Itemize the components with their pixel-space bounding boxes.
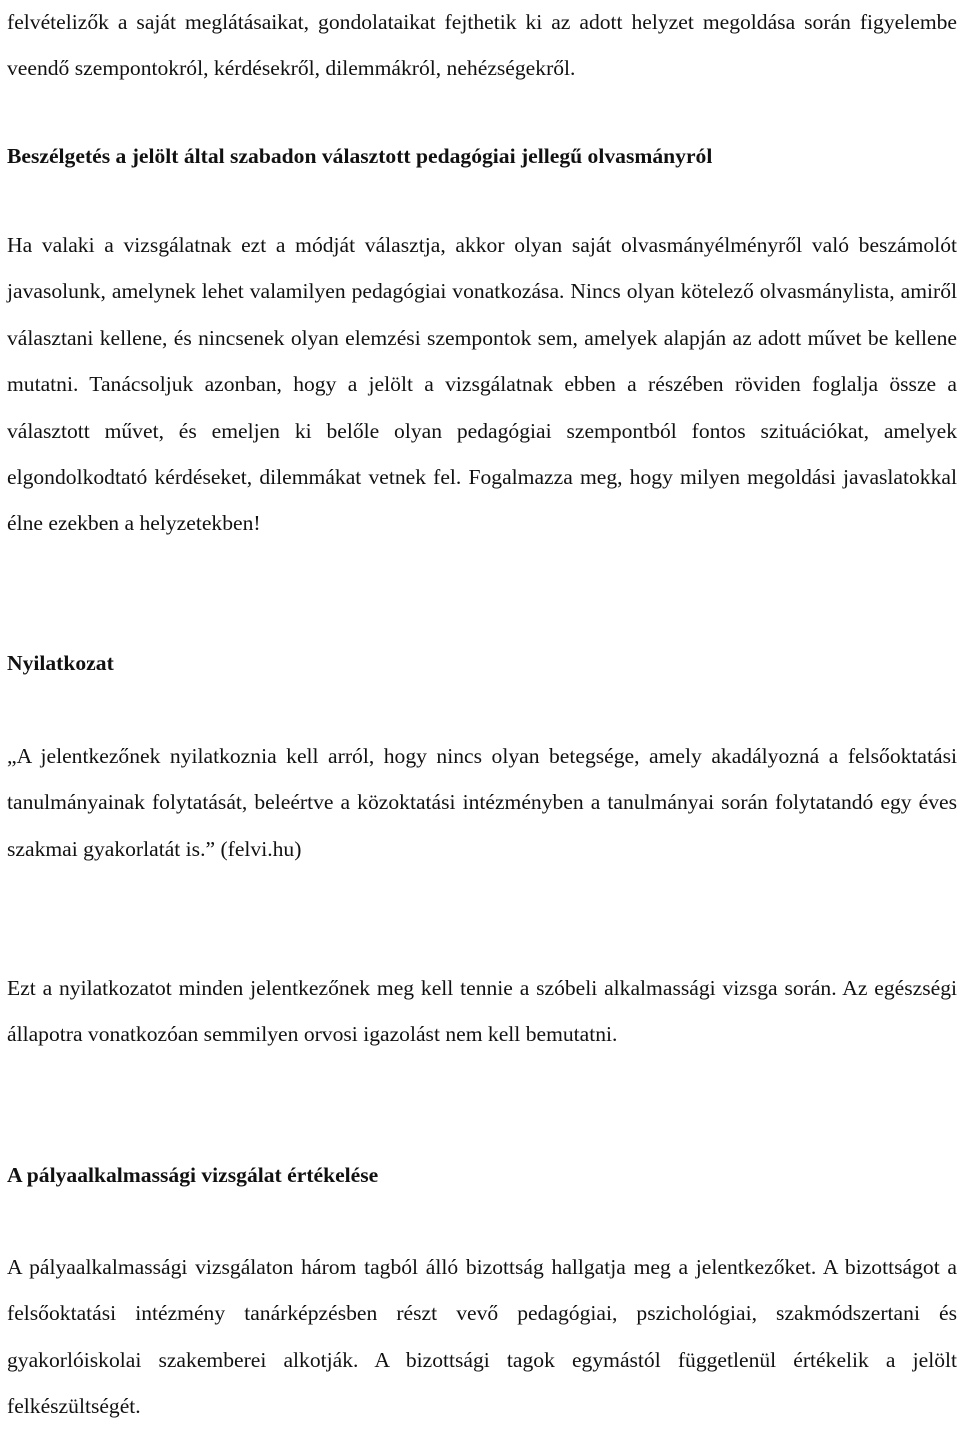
section-heading-evaluation: A pályaalkalmassági vizsgálat értékelése xyxy=(7,1163,379,1187)
section-heading-statement: Nyilatkozat xyxy=(7,651,114,675)
reading-paragraph: Ha valaki a vizsgálatnak ezt a módját választja, akkor olyan saját olvasmányélményről való beszámolót javasolunk, amelynek lehet valamilyen pedagógiai vonatkozása. Nincs olyan kötelező olvasmánylista, amiről választani kellene, és nincsenek olyan elemzési szempontok sem, amelyek alapján az adott művet be kellene mutatni. Tanácsoljuk azonban, hogy a jelölt a vizsgálatnak ebben a részében röviden foglalja össze a választott művet, és emeljen ki belőle olyan pedagógiai szempontból fontos szituációkat, amelyek elgondolkodtató kérdéseket, dilemmákat vetnek fel. Fogalmazza meg, hogy milyen megoldási javaslatokkal élne ezekben a helyzetekben! xyxy=(7,233,957,536)
intro-continuation-paragraph: felvételizők a saját meglátásaikat, gondolataikat fejthetik ki az adott helyzet megoldása során figyelembe veendő szempontokról, kérdésekről, dilemmákról, nehézségekről. xyxy=(7,10,957,81)
evaluation-paragraph: A pályaalkalmassági vizsgálaton három tagból álló bizottság hallgatja meg a jelentkezőket. A bizottságot a felsőoktatási intézmény tanárképzésben részt vevő pedagógiai, pszichológiai, szakmódszertani és gyakorlóiskolai szakemberei alkotják. A bizottsági tagok egymástól függetlenül értékelik a jelölt felkészültségét. xyxy=(7,1255,957,1419)
statement-body-paragraph: Ezt a nyilatkozatot minden jelentkezőnek meg kell tennie a szóbeli alkalmassági vizsga során. Az egészségi állapotra vonatkozóan semmilyen orvosi igazolást nem kell bemutatni. xyxy=(7,976,957,1047)
statement-quote-paragraph: „A jelentkezőnek nyilatkoznia kell arról, hogy nincs olyan betegsége, amely akadályozná a felsőoktatási tanulmányainak folytatását, beleértve a közoktatási intézményben a tanulmányai során folytatandó egy éves szakmai gyakorlatát is.” (felvi.hu) xyxy=(7,744,957,861)
section-heading-reading: Beszélgetés a jelölt által szabadon választott pedagógiai jellegű olvasmányról xyxy=(7,144,713,168)
